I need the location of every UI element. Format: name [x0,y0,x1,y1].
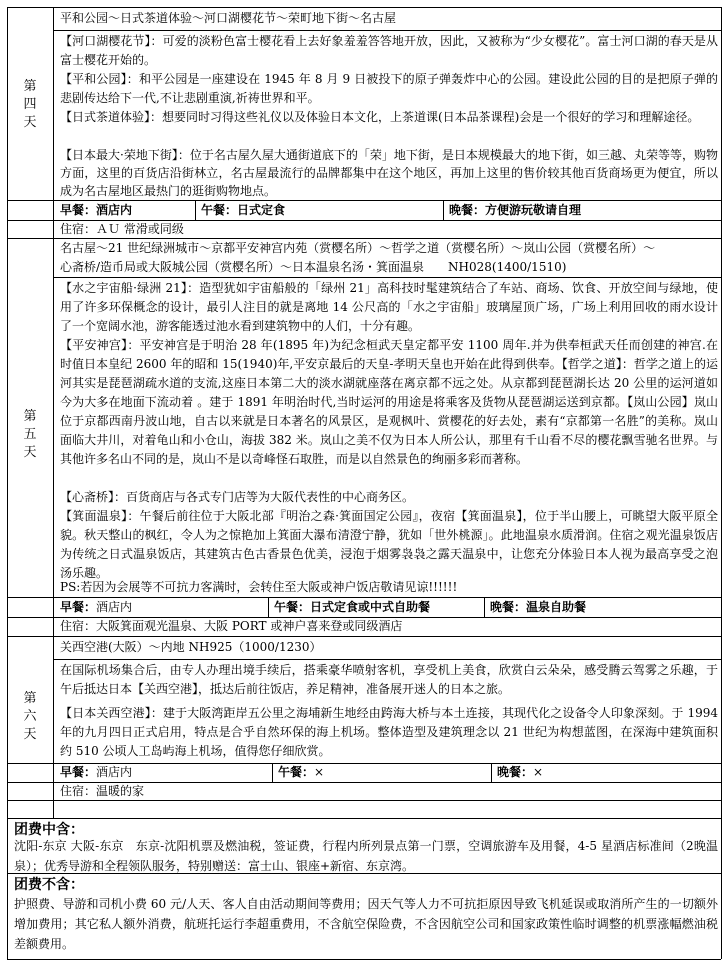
meal-value: 日式定食 [237,203,286,217]
rule [721,7,722,959]
itinerary-paragraph: 【日式茶道体验】：想要同时习得这些礼仪以及体验日本文化，上茶道课(日本品茶课程)会是一个很好的学习和理解途径。 [60,110,700,124]
meal-label: 早餐： [60,203,97,217]
day-label: 第 五 天 [23,409,37,460]
itinerary-paragraph: 【日本关西空港】：建于大阪湾距岸五公里之海埔新生地经由跨海大桥与本土连接，其现代化之设备令人印象深刻。于 1994 年的九月四日正式启用，特点是合乎自然环保的海上机场。整体造型及建筑理念以 21 世纪为构想蓝图，在深海中建筑面积约 510 公顷人工岛屿海上机场，值得您仔细欣赏。 [60,706,718,758]
rule [7,959,721,960]
accommodation: 住宿：ＡＵ 常滑或同级 [60,222,184,236]
rule [491,763,492,782]
rule [7,636,721,637]
meal-label: 早餐： [60,765,97,779]
itinerary-paragraph: 【心斋桥】：百货商店与各式专门店等为大阪代表性的中心商务区。 [60,490,415,504]
itinerary-paragraph: 【水之宇宙船·绿洲 21】：造型犹如宇宙船般的「绿州 21」高科技时髦建筑结合了车站、商场、饮食、开放空间与绿地，使用了许多环保概念的设计，最引人注目的就是离地 14 公尺高的「水之宇宙船」玻璃屋顶广场，广场上利用回收的雨水设计了一个宽阔水池，游客能透过池水看到建筑物中的人们，十分有趣。 [60,281,718,333]
rule [443,200,444,220]
excluded-text: 护照费、导游和司机小费 60 元/人天、客人自由活动期间等费用；因天气等人力不可抗拒原因导致飞机延误或取消所产生的一切额外增加费用；其它私人额外消费，航班托运行李超重费用，不含航空保险费，不含因航空公司和国家政策性临时调整的机票涨幅燃油税差额费用。 [14,897,718,951]
meal-value: × [533,765,544,779]
rule [195,200,196,220]
day-route: 关西空港(大阪）～内地 NH925（1000/1230） [60,640,322,654]
included-title: 团费中含： [14,822,84,838]
meal-value: 日式定食或中式自助餐 [310,600,431,614]
meal-label: 晚餐： [490,600,527,614]
day-route: 心斋桥/造币局或大阪城公园（赏樱名所）～日本温泉名汤・箕面温泉 NH028(1400/1510) [60,260,567,274]
meal-label: 晚餐： [449,203,486,217]
itinerary-paragraph: 【日本最大·荣地下街】：位于名古屋久屋大通街道底下的「荣」地下街，是日本规模最大的地下街，如三越、丸荣等等，购物方面，这里的百货店沿街林立，名古屋最流行的品牌都集中在这个地区，再加上这里的售价较其他百货商场更为便宜，所以成为名古屋地区最热门的逛街购物地点。 [60,148,718,198]
meal-value: 温泉自助餐 [526,600,587,614]
meal-label: 午餐： [274,600,311,614]
excluded-title: 团费不含： [14,877,84,893]
meal-value: 酒店内 [96,203,133,217]
meal-value: 方便游玩敬请自理 [485,203,582,217]
accommodation: 住宿：温暖的家 [60,784,145,798]
rule [7,818,721,819]
rule [268,597,269,617]
meal-label: 午餐： [278,765,315,779]
itinerary-paragraph: 【河口湖樱花节】：可爱的淡粉色富士樱花看上去好象羞羞答答地开放，因此，又被称为“少女樱花”。富士河口湖的春天是从富士樱花开始的。 [60,34,718,67]
itinerary-paragraph: 在国际机场集合后，由专人办理出境手续后，搭乘豪华喷射客机，享受机上美食，欣赏白云朵朵，感受腾云驾雾之乐趣，于午后抵达日本【关西空港】，抵达后前往饭店，养足精神，准备展开迷人的日本之旅。 [60,663,718,696]
rule [53,277,721,278]
dinner-cell [449,201,581,220]
breakfast-cell [60,763,132,782]
day-label: 第 四 天 [23,79,37,130]
itinerary-paragraph: 【平和公园】：和平公园是一座建设在 1945 年 8 月 9 日被投下的原子弹轰炸中心的公园。建设此公园的目的是把原子弹的悲剧传达给下一代,不让悲剧重演,祈祷世界和平。 [60,72,718,105]
rule [7,7,8,959]
day-route: 平和公园～日式茶道体验～河口湖樱花节～荣町地下街～名古屋 [60,11,397,25]
meal-label: 午餐： [201,203,238,217]
meal-value: 酒店内 [96,765,133,779]
included-text: 沈阳-东京 大阪-东京 东京-沈阳机票及燃油税，签证费，行程内所列景点第一门票，空调旅游车及用餐，4-5 星酒店标准间（2晚温泉）；优秀导游和全程领队服务，特别赠送：富士山、银座+新宿、东京湾。 [14,839,718,873]
rule [53,30,721,31]
day-label: 第 六 天 [23,691,37,742]
day-route: 名古屋～21 世纪绿洲城市～京都平安神宫内苑（赏樱名所）～哲学之道（赏樱名所）～岚山公园（赏樱名所）～ [60,241,656,255]
itinerary-paragraph: 【平安神宫】：平安神宫是于明治 28 年(1895 年)为纪念桓武天皇定都平安 1100 周年.并为供奉桓武天任而创建的神宫.在时值日本皇纪 2600 年的昭和 15(1940)年,平安京最后的天皇-孝明天皇也开始在此得到供奉。【哲学之道】：哲学之道上的运河其实是琵琶湖疏水道的支流,这座日本第二大的淡水湖就座落在离京都不远之处。从京都到琵琶湖长达 20 公里的运河道如今为大多在地面下流动着 。建于 1891 年明治时代,当时运河的用途是将乘客及货物从琵琶湖运送到京都。【岚山公园】岚山位于京都西南丹波山地，自古以来就是日本著名的风景区，是观枫叶、赏樱花的好去处，素有“京都第一名胜”的美称。岚山面临大井川，对着龟山和小仓山，海拔 382 米。岚山之美不仅为日本人所公认，那里有千山看不尽的樱花飘雪驰名世界。与其他许多名山不同的是，岚山不是以奇峰怪石取胜，而是以自然景色的绚丽多彩而著称。 [60,338,718,466]
dinner-cell [490,598,586,617]
meal-value: × [314,765,325,779]
dinner-cell [497,763,543,782]
rule [53,659,721,660]
meal-value: 酒店内 [96,600,133,614]
meal-label: 早餐： [60,600,97,614]
lunch-cell [201,201,285,220]
lunch-cell [278,763,324,782]
accommodation: 住宿：大阪箕面观光温泉、大阪 PORT 或神户喜来登或同级酒店 [60,619,403,633]
rule [272,763,273,782]
breakfast-cell [60,598,132,617]
itinerary-paragraph: 【箕面温泉】：午餐后前往位于大阪北部『明治之森·箕面国定公园』，夜宿【箕面温泉】，位于半山腰上，可眺望大阪平原全貌。秋天整山的枫红，令人为之惊艳加上箕面大瀑布清澄宁静，犹如「世外桃源」。此地温泉水质滑润。住宿之观光温泉饭店为传统之日式温泉饭店，其建筑古色古香景色优美，浸泡于烟雾袅袅之露天温泉中，让您充分体验日本人视为最高享受之泡汤乐趣。 [60,509,718,580]
rule [7,7,721,8]
rule [484,597,485,617]
lunch-cell [274,598,430,617]
notice-text: PS:若因为会展等不可抗力客满时，会转住至大阪或神户饭店敬请见谅!!!!!! [60,580,458,594]
meal-label: 晚餐： [497,765,534,779]
rule [53,7,54,818]
breakfast-cell [60,201,132,220]
